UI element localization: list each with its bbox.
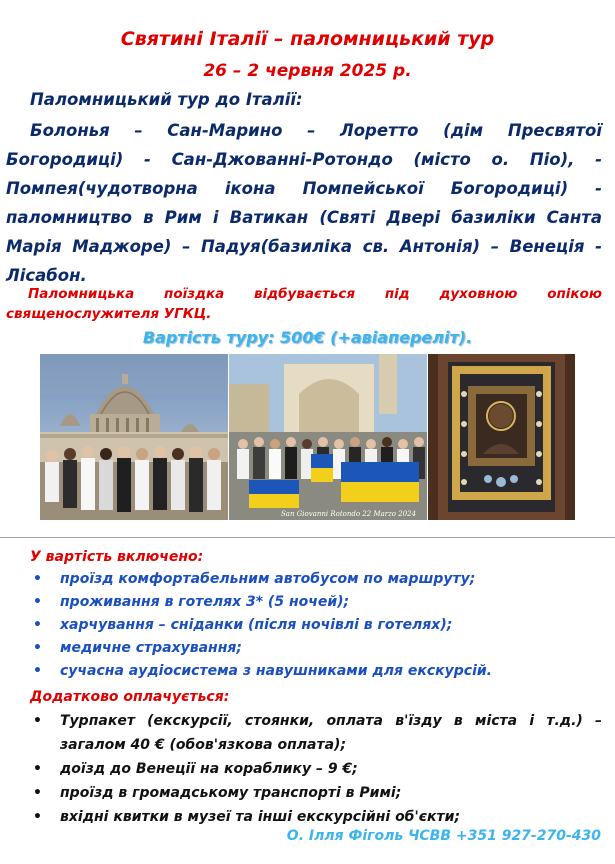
bullet-icon: • (33, 640, 42, 656)
contact-info: О. Ілля Фіголь ЧСВВ +351 927-270-430 (286, 828, 601, 844)
bullet-icon: • (33, 594, 42, 610)
bullet-icon: • (33, 785, 42, 801)
tour-price: Вартість туру: 500€ (+авіапереліт). (142, 328, 473, 347)
extra-costs-heading: Додатково оплачується: (30, 689, 230, 705)
spiritual-guidance-note: Паломницька поїздка відбувається під духовною опікою священослужителя УГКЦ. (6, 286, 602, 322)
included-list (30, 568, 492, 683)
photo-caption: San Giovanni Rotondo 22 Marzo 2024 (281, 510, 417, 518)
list-item: • проживання в готелях 3* (5 ночей); (30, 591, 492, 614)
list-item: • харчування – сніданки (після ночівлі в готелях); (30, 614, 492, 637)
photo-san-giovanni-group (229, 354, 427, 520)
bullet-icon: • (33, 663, 42, 679)
list-item: • проїзд комфортабельним автобусом по маршруту; (30, 568, 492, 591)
section-divider (0, 537, 615, 538)
bullet-icon: • (33, 571, 42, 587)
bullet-icon: • (33, 713, 42, 729)
tour-dates: 26 – 2 червня 2025 р. (203, 61, 412, 81)
list-item: • проїзд в громадському транспорті в Римі; (30, 781, 602, 805)
list-item: • медичне страхування; (30, 637, 492, 660)
bullet-icon: • (33, 617, 42, 633)
page-title: Святині Італії – паломницький тур (120, 28, 495, 50)
route-heading: Паломницький тур до Італії: (30, 90, 303, 109)
list-item: • доїзд до Венеції на кораблику – 9 €; (30, 757, 602, 781)
included-heading: У вартість включено: (30, 549, 204, 565)
route-description: Болонья – Сан-Марино – Лоретто (дім Пресвятої Богородиці) - Сан-Джованні-Ротондо (місто о. Піо), - Помпея(чудотворна ікона Помпейської Богородиці) - паломництво в Рим і Ватикан (Святі Двері базиліки Санта Марія Маджоре) – Падуя(базиліка св. Антонія) – Венеція - Лісабон. (6, 121, 602, 285)
photo-icon-altar (428, 354, 575, 520)
list-item: • вхідні квитки в музеї та інші екскурсійні об'єкти; (30, 805, 602, 829)
photo-vatican-group (40, 354, 228, 520)
extra-costs-list (30, 709, 602, 829)
bullet-icon: • (33, 761, 42, 777)
bullet-icon: • (33, 809, 42, 825)
list-item: • Турпакет (екскурсії, стоянки, оплата в'їзду в міста і т.д.) – загалом 40 € (обов'язкова оплата); (30, 709, 602, 757)
list-item: • сучасна аудіосистема з навушниками для екскурсій. (30, 660, 492, 683)
